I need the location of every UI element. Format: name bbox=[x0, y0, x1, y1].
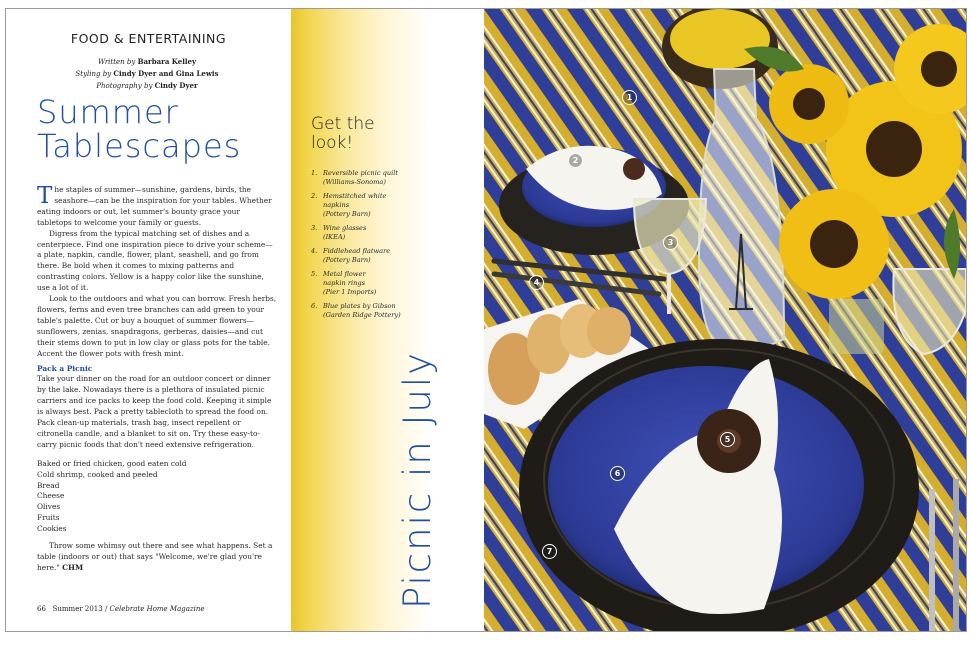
credits bbox=[6, 56, 288, 92]
list-item: Olives bbox=[37, 502, 61, 512]
article-body bbox=[37, 185, 277, 574]
callout-marker-6: 6 bbox=[610, 466, 625, 481]
list-item: 2. Hemstitched white napkins (Pottery Barn) bbox=[311, 192, 387, 218]
magazine-spread bbox=[5, 8, 967, 632]
callout-marker-5: 5 bbox=[720, 432, 735, 447]
callout-marker-3: 3 bbox=[663, 235, 678, 250]
subhead: Pack a Picnic bbox=[37, 363, 93, 373]
credit-photography: Photography by Cindy Dyer bbox=[96, 81, 198, 90]
list-item: Bread bbox=[37, 480, 60, 490]
list-item: 1. Reversible picnic quilt (Williams-Sonoma) bbox=[311, 169, 398, 186]
vertical-title: Picnic in July bbox=[396, 351, 439, 609]
callout-marker-4: 4 bbox=[529, 275, 544, 290]
credit-styling: Styling by Cindy Dyer and Gina Lewis bbox=[75, 69, 219, 78]
list-item: Baked or fried chicken, good eaten cold bbox=[37, 458, 187, 468]
page-footer: 66 Summer 2013 / Celebrate Home Magazine bbox=[37, 605, 205, 613]
signoff: CHM bbox=[62, 562, 84, 572]
paragraph: Look to the outdoors and what you can borrow. Fresh herbs, flowers, ferns and even tree branches can add green to your table's palette. Cut or buy a bouquet of summer flowers—sunflowers, zenias, snapdragons, gerberas, daisies—and cut their stems down to put in low clay or glass pots for the table. Accent the flower pots with fresh mint. bbox=[37, 294, 277, 358]
list-item: 6. Blue plates by Gibson (Garden Ridge Pottery) bbox=[311, 302, 401, 319]
paragraph: The staples of summer—sunshine, gardens, birds, the seashore—can be the inspiration for your tables. Whether eating indoors or out, let summer's bounty grace your tabletops to welcome your family or guests. bbox=[37, 183, 272, 227]
credit-writer: Written by Barbara Kelley bbox=[97, 57, 197, 66]
bread-slice bbox=[587, 307, 631, 355]
flower-vase bbox=[829, 299, 884, 354]
sidebar-strip bbox=[291, 9, 491, 631]
list-item: Cookies bbox=[37, 524, 67, 534]
list-item: Cheese bbox=[37, 491, 65, 501]
food-list bbox=[37, 459, 277, 535]
paragraph: Digress from the typical matching set of dishes and a centerpiece. Find one inspiration piece to drive your scheme—a plate, napkin, candle, flower, plant, seashell, and go from there. Be bold when it comes to mixing patterns and contrasting colors. Yellow is a happy color like the sunshine, use a lot of it. bbox=[37, 228, 273, 293]
article-title: Summer Tablescapes bbox=[37, 93, 242, 165]
page-number: 66 bbox=[37, 605, 46, 613]
paragraph: Take your dinner on the road for an outdoor concert or dinner by the lake. Nowadays there is a plethora of insulated picnic carriers and ice packs to keep the food cold. Keeping it simple is always best. Pack a pretty tablecloth to spread the food on. Pack clean-up materials, trash bag, insect repellent or citronella candle, and a blanket to sit on. Try these easy-to-carry picnic foods that don't need extensive refrigeration. bbox=[37, 374, 272, 449]
issue-label: Summer 2013 bbox=[52, 605, 103, 613]
get-the-look-list bbox=[311, 169, 431, 325]
list-item: 5. Metal flower napkin rings (Pier 1 Imports) bbox=[311, 270, 377, 296]
table-setting-photo bbox=[484, 9, 966, 631]
callout-marker-7: 7 bbox=[542, 544, 557, 559]
left-page bbox=[6, 9, 291, 631]
list-item: Fruits bbox=[37, 513, 60, 523]
paragraph: Throw some whimsy out there and see what happens. Set a table (indoors or out) that says "Welcome, we're glad you're here." CHM bbox=[37, 541, 273, 572]
list-item: Cold shrimp, cooked and peeled bbox=[37, 469, 158, 479]
dropcap: T bbox=[37, 183, 53, 209]
section-header: FOOD & ENTERTAINING bbox=[70, 31, 227, 46]
back-napkin-ring bbox=[623, 158, 645, 180]
photo-illustration bbox=[484, 9, 966, 631]
get-the-look-heading: Get the look! bbox=[311, 114, 375, 153]
callout-marker-2: 2 bbox=[568, 153, 583, 168]
list-item: 4. Fiddlehead flatware (Pottery Barn) bbox=[311, 247, 391, 264]
magazine-name: Celebrate Home Magazine bbox=[109, 605, 205, 613]
callout-marker-1: 1 bbox=[622, 90, 637, 105]
list-item: 3. Wine glasses (IKEA) bbox=[311, 224, 367, 241]
lemons bbox=[670, 9, 770, 69]
